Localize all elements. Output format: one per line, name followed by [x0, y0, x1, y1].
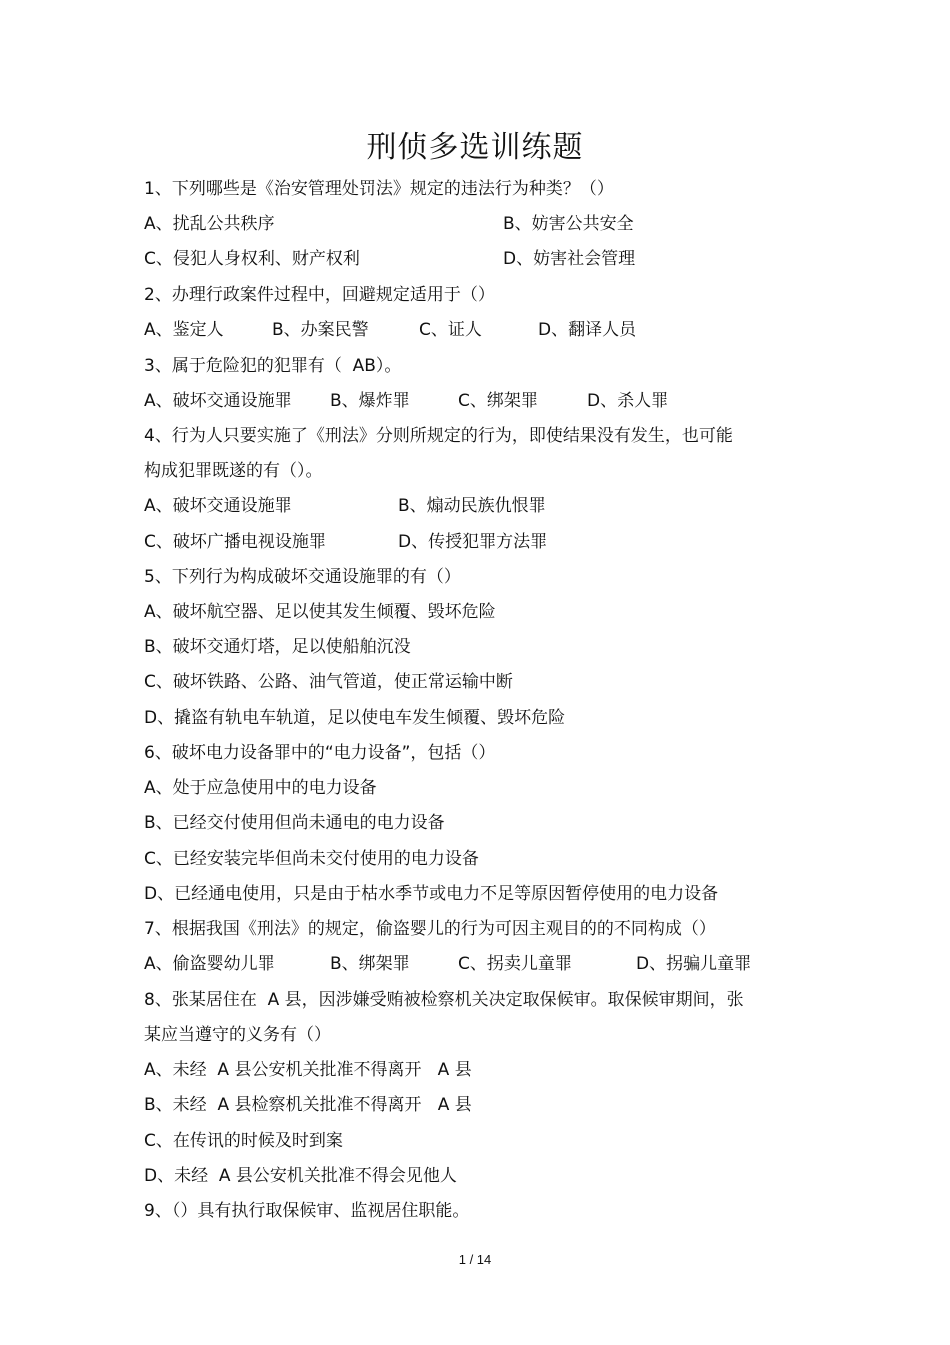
q6-option-c: C、已经安装完毕但尚未交付使用的电力设备 — [144, 849, 479, 869]
q2-option-a: A、鉴定人 — [144, 320, 224, 340]
question-2: 2、办理行政案件过程中，回避规定适用于（） — [144, 285, 495, 305]
question-3: 3、属于危险犯的犯罪有（ AB）。 — [144, 356, 402, 376]
q8-option-d: D、未经 A 县公安机关批准不得会见他人 — [144, 1166, 457, 1186]
q3-option-c: C、绑架罪 — [458, 391, 538, 411]
q4-option-c: C、破坏广播电视设施罪 — [144, 532, 326, 552]
page-number: 1 / 14 — [458, 1252, 492, 1267]
q8-option-b: B、未经 A 县检察机关批准不得离开 A 县 — [144, 1095, 472, 1115]
question-4-line-2: 构成犯罪既遂的有（）。 — [144, 461, 323, 481]
q5-option-d: D、撬盗有轨电车轨道，足以使电车发生倾覆、毁坏危险 — [144, 708, 566, 728]
q3-option-a: A、破坏交通设施罪 — [144, 391, 292, 411]
q6-option-b: B、已经交付使用但尚未通电的电力设备 — [144, 813, 445, 833]
q3-option-b: B、爆炸罪 — [330, 391, 410, 411]
q5-option-b: B、破坏交通灯塔，足以使船舶沉没 — [144, 637, 411, 657]
q2-option-b: B、办案民警 — [272, 320, 369, 340]
question-9: 9、（）具有执行取保候审、监视居住职能。 — [144, 1201, 470, 1221]
question-8-line-2: 某应当遵守的义务有（） — [144, 1025, 331, 1045]
q3-option-d: D、杀人罪 — [587, 391, 669, 411]
q2-option-d: D、翻译人员 — [538, 320, 637, 340]
question-6: 6、破坏电力设备罪中的“电力设备”，包括（） — [144, 743, 496, 763]
q4-option-a: A、破坏交通设施罪 — [144, 496, 292, 516]
q2-option-c: C、证人 — [419, 320, 482, 340]
question-4-line-1: 4、行为人只要实施了《刑法》分则所规定的行为，即使结果没有发生，也可能 — [144, 426, 733, 446]
question-1: 1、下列哪些是《治安管理处罚法》规定的违法行为种类？（） — [144, 179, 614, 199]
question-8-line-1: 8、张某居住在 A 县，因涉嫌受贿被检察机关决定取保候审。取保候审期间，张 — [144, 990, 744, 1010]
q1-option-b: B、妨害公共安全 — [503, 214, 634, 234]
q4-option-d: D、传授犯罪方法罪 — [398, 532, 548, 552]
q5-option-c: C、破坏铁路、公路、油气管道，使正常运输中断 — [144, 672, 513, 692]
question-5: 5、下列行为构成破坏交通设施罪的有（） — [144, 567, 461, 587]
q6-option-d: D、已经通电使用，只是由于枯水季节或电力不足等原因暂停使用的电力设备 — [144, 884, 719, 904]
q7-option-a: A、偷盗婴幼儿罪 — [144, 954, 275, 974]
q1-option-d: D、妨害社会管理 — [503, 249, 636, 269]
q7-option-d: D、拐骗儿童罪 — [636, 954, 752, 974]
q4-option-b: B、煽动民族仇恨罪 — [398, 496, 546, 516]
document-title: 刑侦多选训练题 — [366, 130, 584, 165]
q6-option-a: A、处于应急使用中的电力设备 — [144, 778, 377, 798]
q1-option-a: A、扰乱公共秩序 — [144, 214, 275, 234]
q8-option-a: A、未经 A 县公安机关批准不得离开 A 县 — [144, 1060, 472, 1080]
q7-option-b: B、绑架罪 — [330, 954, 410, 974]
q7-option-c: C、拐卖儿童罪 — [458, 954, 572, 974]
q1-option-c: C、侵犯人身权利、财产权利 — [144, 249, 360, 269]
question-7: 7、根据我国《刑法》的规定，偷盗婴儿的行为可因主观目的的不同构成（） — [144, 919, 716, 939]
q5-option-a: A、破坏航空器、足以使其发生倾覆、毁坏危险 — [144, 602, 496, 622]
q8-option-c: C、在传讯的时候及时到案 — [144, 1131, 343, 1151]
